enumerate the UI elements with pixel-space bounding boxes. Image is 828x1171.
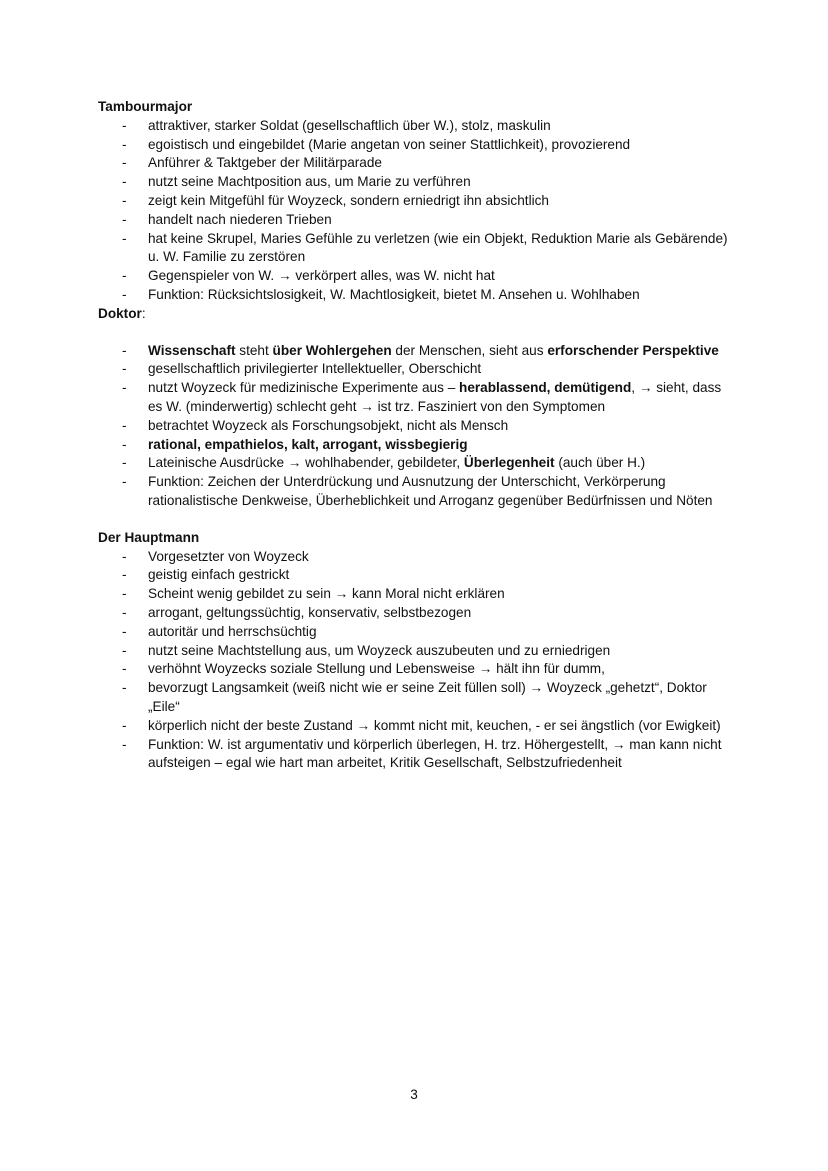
item-text: Vorgesetzter von Woyzeck <box>148 548 309 564</box>
heading-colon: : <box>141 305 146 321</box>
list-item <box>98 660 738 679</box>
bullet-dash: - <box>122 623 127 639</box>
list-item <box>98 736 738 774</box>
bold-text: erforschender Perspektive <box>547 342 719 358</box>
list-item <box>98 342 738 361</box>
item-text: attraktiver, starker Soldat (gesellschaftlich über W.), stolz, maskulin <box>148 117 551 133</box>
item-text: Funktion: W. ist argumentativ und körperlich überlegen, H. trz. Höhergestellt, → man kann nicht aufsteigen – egal wie hart man arbeitet, Kritik Gesellschaft, Selbstzufriedenheit <box>148 736 722 771</box>
list-item <box>98 717 738 736</box>
item-text: Anführer & Taktgeber der Militärparade <box>148 155 382 171</box>
item-text: Gegenspieler von W. → verkörpert alles, was W. nicht hat <box>148 268 495 284</box>
bold-text: Wissenschaft <box>148 342 236 358</box>
bullet-dash: - <box>122 417 127 433</box>
item-text: autoritär und herrschsüchtig <box>148 623 317 639</box>
bullet-dash: - <box>122 361 127 377</box>
bullet-list <box>98 342 738 511</box>
list-item <box>98 379 738 417</box>
bullet-dash: - <box>122 474 127 490</box>
list-item <box>98 211 738 230</box>
bullet-list <box>98 548 738 774</box>
list-item <box>98 585 738 604</box>
bullet-dash: - <box>122 117 127 133</box>
list-item <box>98 154 738 173</box>
item-text: Funktion: Rücksichtslosigkeit, W. Machtlosigkeit, bietet M. Ansehen u. Wohlhaben <box>148 286 640 302</box>
bullet-dash: - <box>122 436 127 452</box>
bullet-dash: - <box>122 586 127 602</box>
section-heading: Tambourmajor <box>98 99 193 114</box>
list-item <box>98 679 738 717</box>
bullet-dash: - <box>122 380 127 396</box>
item-text: hat keine Skrupel, Maries Gefühle zu verletzen (wie ein Objekt, Reduktion Marie als Gebärende) u. W. Familie zu zerstören <box>148 230 728 265</box>
bullet-dash: - <box>122 174 127 190</box>
section-hauptmann <box>98 529 738 773</box>
list-item <box>98 436 738 455</box>
item-text: geistig einfach gestrickt <box>148 567 290 583</box>
page-number: 3 <box>410 1087 418 1102</box>
item-text: handelt nach niederen Trieben <box>148 211 332 227</box>
list-item <box>98 566 738 585</box>
list-item <box>98 230 738 268</box>
bullet-dash: - <box>122 268 127 284</box>
bullet-dash: - <box>122 342 127 358</box>
item-text: nutzt seine Machtstellung aus, um Woyzeck auszubeuten und zu erniedrigen <box>148 642 611 658</box>
list-item <box>98 604 738 623</box>
section-heading: Der Hauptmann <box>98 529 200 545</box>
bullet-dash: - <box>122 680 127 696</box>
bullet-dash: - <box>122 661 127 677</box>
bold-text: rational, empathielos, kalt, arrogant, wissbegierig <box>148 436 468 452</box>
list-item <box>98 417 738 436</box>
list-item <box>98 267 738 286</box>
item-text: egoistisch und eingebildet (Marie angetan von seiner Stattlichkeit), provozierend <box>148 136 631 152</box>
item-text: Funktion: Zeichen der Unterdrückung und Ausnutzung der Unterschicht, Verkörperung rationalistische Denkweise, Überheblichkeit und Arroganz gegenüber Bedürfnissen und Nöten <box>148 474 713 508</box>
item-text: der Menschen, sieht aus <box>391 342 548 358</box>
bullet-dash: - <box>122 230 127 246</box>
item-text: betrachtet Woyzeck als Forschungsobjekt, nicht als Mensch <box>148 417 509 433</box>
item-text: Scheint wenig gebildet zu sein → kann Moral nicht erklären <box>148 586 505 602</box>
bold-text: über Wohlergehen <box>272 342 392 358</box>
item-text: arrogant, geltungssüchtig, konservativ, selbstbezogen <box>148 604 472 620</box>
section-tambourmajor <box>98 98 738 305</box>
item-text: Lateinische Ausdrücke → wohlhabender, gebildeter, <box>148 455 464 471</box>
bullet-list <box>98 117 738 305</box>
bullet-dash: - <box>122 455 127 471</box>
item-text: (auch über H.) <box>554 455 646 471</box>
list-item <box>98 623 738 642</box>
bullet-dash: - <box>122 604 127 620</box>
bullet-dash: - <box>122 548 127 564</box>
section-heading <box>98 305 738 324</box>
section-doktor <box>98 305 738 511</box>
bold-text: Überlegenheit <box>463 455 555 471</box>
item-text: nutzt Woyzeck für medizinische Experimente aus – <box>148 380 460 396</box>
bullet-dash: - <box>122 286 127 302</box>
list-item <box>98 360 738 379</box>
bullet-dash: - <box>122 567 127 583</box>
list-item <box>98 548 738 567</box>
bullet-dash: - <box>122 642 127 658</box>
bullet-dash: - <box>122 717 127 733</box>
item-text: gesellschaftlich privilegierter Intellektueller, Oberschicht <box>148 361 482 377</box>
item-text: zeigt kein Mitgefühl für Woyzeck, sondern erniedrigt ihn absichtlich <box>148 192 549 208</box>
bold-text: herablassend, demütigend <box>459 380 632 396</box>
list-item <box>98 454 738 473</box>
section-heading-text: Doktor <box>98 305 142 321</box>
list-item <box>98 192 738 211</box>
item-text: steht <box>235 342 273 358</box>
item-text: körperlich nicht der beste Zustand → kommt nicht mit, keuchen, - er sei ängstlich (vor Ewigkeit) <box>148 717 721 733</box>
item-text: verhöhnt Woyzecks soziale Stellung und Lebensweise → hält ihn für dumm, <box>148 661 605 677</box>
item-text: , → sieht, dass es W. (minderwertig) schlecht geht → ist trz. Fasziniert von den Symptomen <box>148 380 722 414</box>
list-item <box>98 136 738 155</box>
bullet-dash: - <box>122 736 127 752</box>
bullet-dash: - <box>122 136 127 152</box>
list-item <box>98 642 738 661</box>
bullet-dash: - <box>122 155 127 171</box>
list-item <box>98 117 738 136</box>
list-item <box>98 173 738 192</box>
list-item <box>98 286 738 305</box>
item-text: bevorzugt Langsamkeit (weiß nicht wie er seine Zeit füllen soll) → Woyzeck „gehetzt“, Doktor „Eile“ <box>148 680 707 714</box>
list-item <box>98 473 738 511</box>
bullet-dash: - <box>122 211 127 227</box>
bullet-dash: - <box>122 192 127 208</box>
item-text: nutzt seine Machtposition aus, um Marie zu verführen <box>148 174 471 190</box>
